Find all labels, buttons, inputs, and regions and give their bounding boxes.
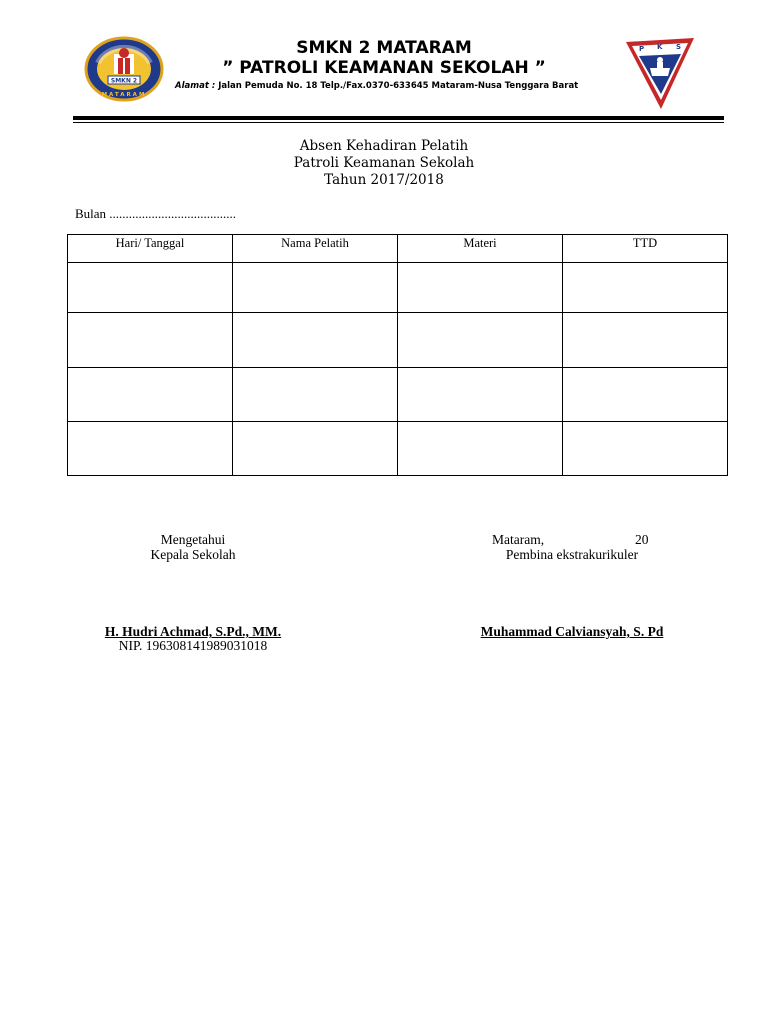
attendance-table [67, 234, 728, 476]
logo-letter-p: P [639, 45, 645, 53]
table-cell[interactable] [233, 263, 398, 313]
table-cell[interactable] [398, 313, 563, 368]
table-cell[interactable] [233, 313, 398, 368]
column-header: Nama Pelatih [233, 235, 398, 263]
logo-letter-k: K [657, 43, 663, 51]
table-cell[interactable] [233, 368, 398, 422]
address-text: Jalan Pemuda No. 18 Telp./Fax.0370-633645 Mataram-Nusa Tenggara Barat [218, 81, 579, 91]
doc-title-line1: Absen Kehadiran Pelatih [299, 138, 469, 154]
table-cell[interactable] [233, 422, 398, 476]
sig-right-place: Mataram, [492, 532, 545, 547]
table-row [68, 422, 728, 476]
address-label: Alamat : [175, 81, 216, 91]
table-cell[interactable] [68, 263, 233, 313]
logo-letter-s: S [676, 43, 682, 51]
table-cell[interactable] [68, 368, 233, 422]
sig-right-line2: Pembina ekstrakurikuler [505, 547, 639, 562]
sig-right-year: 20 [635, 532, 649, 547]
table-cell[interactable] [563, 263, 728, 313]
table-row [68, 368, 728, 422]
column-header: Hari/ Tanggal [68, 235, 233, 263]
table-cell[interactable] [398, 263, 563, 313]
sig-right-name: Muhammad Calviansyah, S. Pd [480, 624, 664, 639]
table-row [68, 263, 728, 313]
header-rule-thin [73, 122, 724, 123]
table-cell[interactable] [68, 422, 233, 476]
sig-left-name: H. Hudri Achmad, S.Pd., MM. [104, 624, 282, 639]
logo-bottom-text: MATARAM [101, 92, 147, 98]
table-cell[interactable] [398, 422, 563, 476]
logo-center-text: SMKN 2 [110, 77, 138, 85]
table-cell[interactable] [563, 313, 728, 368]
sig-left-line1: Mengetahui [160, 532, 226, 547]
table-row [68, 313, 728, 368]
sig-left-nip: NIP. 196308141989031018 [118, 638, 268, 653]
table-cell[interactable] [563, 422, 728, 476]
table-header-row [68, 235, 728, 263]
school-name: SMKN 2 MATARAM [296, 38, 472, 58]
sig-left-line2: Kepala Sekolah [150, 547, 236, 562]
unit-name: ” PATROLI KEAMANAN SEKOLAH ” [222, 58, 546, 78]
column-header: TTD [563, 235, 728, 263]
address-line [175, 81, 578, 91]
table-cell[interactable] [68, 313, 233, 368]
table-cell[interactable] [398, 368, 563, 422]
table-cell[interactable] [563, 368, 728, 422]
column-header: Materi [398, 235, 563, 263]
doc-title-line3: Tahun 2017/2018 [324, 172, 444, 188]
month-label: Bulan ....................................... [75, 206, 237, 221]
header-rule-thick [73, 116, 724, 120]
doc-title-line2: Patroli Keamanan Sekolah [293, 155, 475, 171]
